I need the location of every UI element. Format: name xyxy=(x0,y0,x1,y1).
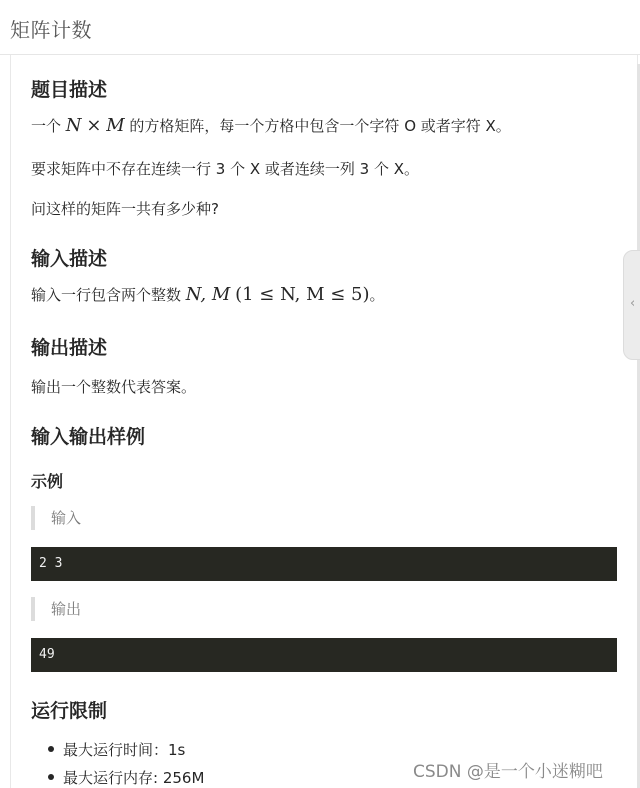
description-paragraph-1 xyxy=(31,115,511,136)
sample-input-label: 输入 xyxy=(31,506,81,530)
description-paragraph-2: 要求矩阵中不存在连续一行 3 个 X 或者连续一列 3 个 X。 xyxy=(31,160,420,178)
example-heading: 示例 xyxy=(31,472,64,491)
limit-item-memory: 最大运行内存: 256M xyxy=(63,769,205,787)
sidebar-toggle-handle[interactable] xyxy=(623,250,640,360)
sample-input-code[interactable]: 2 3 xyxy=(31,547,617,581)
section-heading-output: 输出描述 xyxy=(31,337,108,359)
section-heading-samples: 输入输出样例 xyxy=(31,426,146,448)
section-heading-limits: 运行限制 xyxy=(31,700,108,722)
header-bar xyxy=(0,0,640,55)
limit-item-time: 最大运行时间：1s xyxy=(63,741,186,759)
math-variable-n: N xyxy=(65,115,82,136)
input-description xyxy=(31,284,385,305)
section-heading-description: 题目描述 xyxy=(31,79,108,101)
chevron-left-icon: ‹ xyxy=(630,296,636,311)
math-times: × xyxy=(86,115,102,136)
description-text: 一个 xyxy=(31,117,62,135)
section-heading-input: 输入描述 xyxy=(31,248,108,270)
list-bullet xyxy=(48,774,54,780)
input-period: 。 xyxy=(369,286,385,304)
description-paragraph-3: 问这样的矩阵一共有多少种? xyxy=(31,200,219,218)
description-text: 的方格矩阵，每一个方格中包含一个字符 O 或者字符 X。 xyxy=(129,117,511,135)
sample-output-code[interactable]: 49 xyxy=(31,638,617,672)
math-constraint: (1 ≤ N, M ≤ 5) xyxy=(235,284,370,305)
sample-output-label: 输出 xyxy=(31,597,81,621)
watermark: CSDN @是一个小迷糊吧 xyxy=(413,762,603,782)
list-bullet xyxy=(48,746,54,752)
input-text: 输入一行包含两个整数 xyxy=(31,286,182,304)
math-variable-m: M xyxy=(106,115,125,136)
output-description: 输出一个整数代表答案。 xyxy=(31,378,197,396)
math-variables: N, M xyxy=(185,284,231,305)
page-title: 矩阵计数 xyxy=(10,18,92,42)
